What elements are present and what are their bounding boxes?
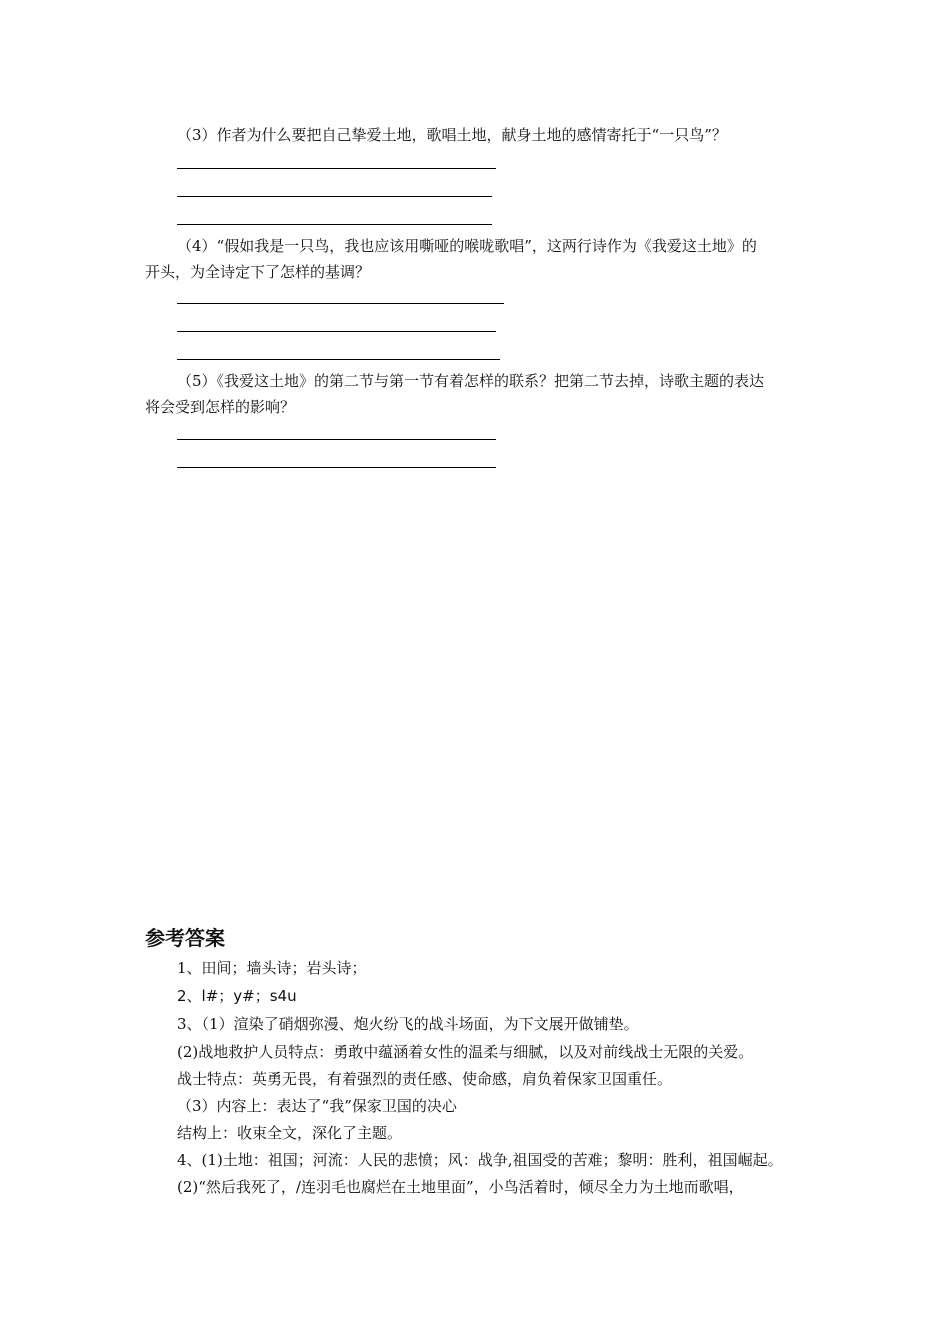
answer-3-part-2: (2)战地救护人员特点：勇敢中蕴涵着女性的温柔与细腻，以及对前线战士无限的关爱。 [177,1043,754,1061]
reference-answers-heading: 参考答案 [145,926,225,950]
answer-3-part-4: （3）内容上：表达了“我”保家卫国的决心 [177,1097,457,1115]
answer-1: 1、田间；墙头诗；岩头诗； [177,959,367,977]
answer-blank-line[interactable] [177,224,492,225]
answer-2: 2、l#；y#；s4u [177,987,297,1005]
answer-blank-line[interactable] [177,439,496,440]
answer-blank-line[interactable] [177,359,500,360]
answer-blank-line[interactable] [177,467,496,468]
answer-blank-line[interactable] [177,303,504,304]
answer-blank-line[interactable] [177,196,492,197]
answer-3-part-1: 3、（1）渲染了硝烟弥漫、炮火纷飞的战斗场面，为下文展开做铺垫。 [177,1015,639,1033]
answer-blank-line[interactable] [177,331,496,332]
question-5-text-line-1: （5）《我爱这土地》的第二节与第一节有着怎样的联系？把第二节去掉，诗歌主题的表达 [177,372,765,390]
answer-4-part-1: 4、(1)土地：祖国；河流：人民的悲愤；风：战争,祖国受的苦难；黎明：胜利，祖国崛起。 [177,1151,783,1169]
question-4-text-line-1: （4）“假如我是一只鸟，我也应该用嘶哑的喉咙歌唱”，这两行诗作为《我爱这土地》的 [177,237,757,255]
question-4-text-line-2: 开头，为全诗定下了怎样的基调？ [145,263,371,281]
answer-3-part-3: 战士特点：英勇无畏，有着强烈的责任感、使命感，肩负着保家卫国重任。 [177,1070,673,1088]
question-3-text: （3）作者为什么要把自己挚爱土地，歌唱土地，献身土地的感情寄托于“一只鸟”？ [177,126,727,144]
question-5-text-line-2: 将会受到怎样的影响？ [145,398,296,416]
answer-blank-line[interactable] [177,168,496,169]
answer-4-part-2: (2)“然后我死了，/连羽毛也腐烂在土地里面”，小鸟活着时，倾尽全力为土地而歌唱， [177,1178,744,1196]
answer-3-part-5: 结构上：收束全文，深化了主题。 [177,1124,403,1142]
